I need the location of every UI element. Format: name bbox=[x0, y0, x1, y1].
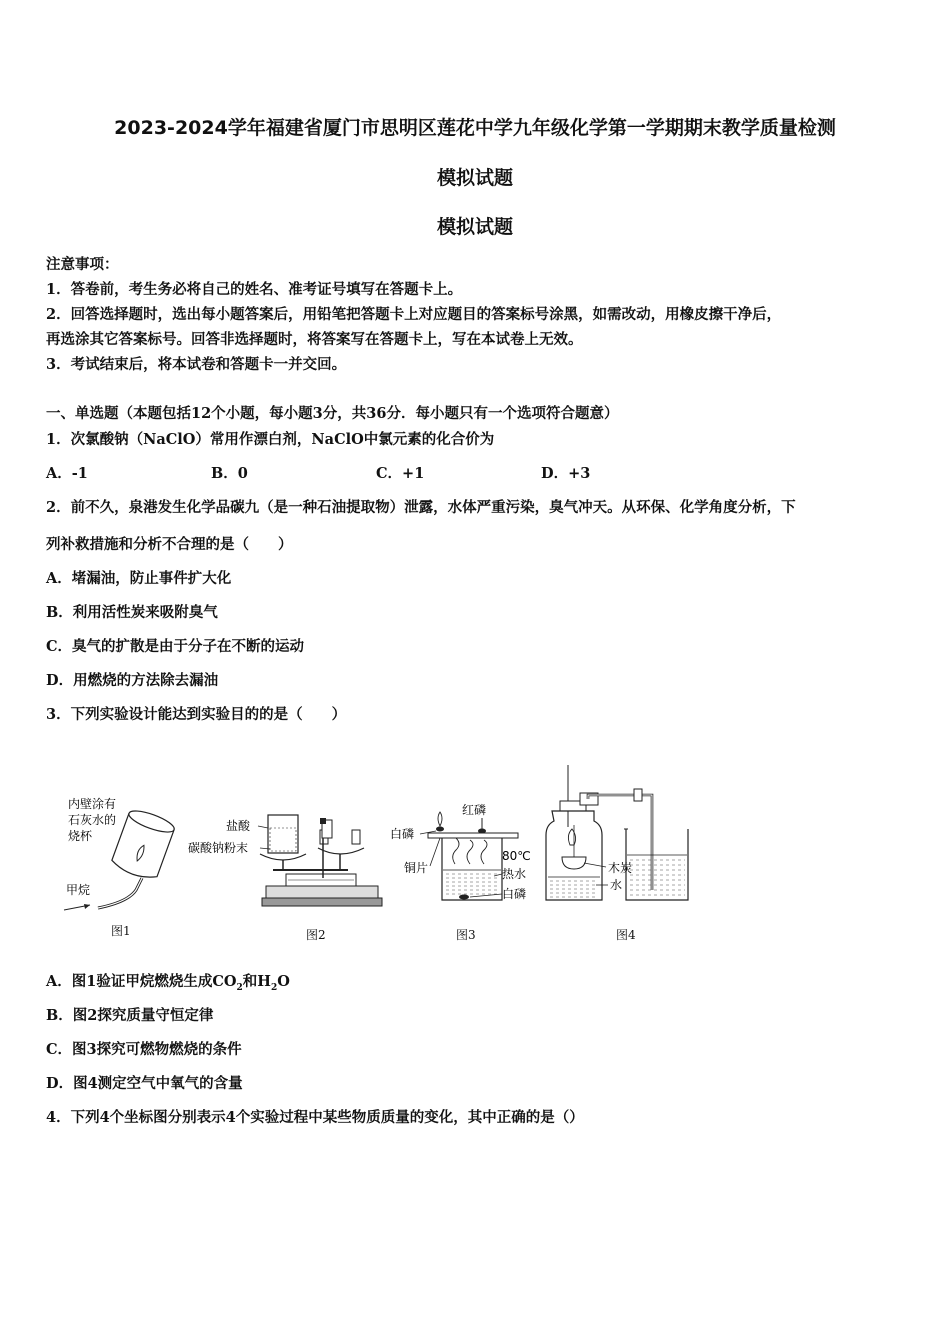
fig3-label-hot: 热水 bbox=[502, 867, 527, 881]
fig3-label-white-top: 白磷 bbox=[390, 827, 415, 841]
figure-2 bbox=[188, 808, 388, 913]
q3-stem: 3．下列实验设计能达到实验目的的是（ ） bbox=[46, 706, 347, 723]
notice-item-2a: 2．回答选择题时，选出每小题答案后，用铅笔把答题卡上对应题目的答案标号涂黑，如需改动，用橡皮擦干净后， bbox=[46, 306, 782, 323]
figure-2-caption: 图2 bbox=[306, 928, 326, 942]
notice-item-1: 1．答卷前，考生务必将自己的姓名、准考证号填写在答题卡上。 bbox=[46, 281, 463, 298]
fig4-label-water: 水 bbox=[610, 878, 623, 892]
q3-option-b: B．图2探究质量守恒定律 bbox=[46, 1007, 214, 1024]
figure-3 bbox=[390, 798, 540, 910]
fig3-label-white-bottom: 白磷 bbox=[502, 887, 527, 901]
q1-option-c: C．+1 bbox=[376, 465, 425, 482]
q3-option-a-post: O bbox=[277, 973, 290, 990]
fig1-label-wall2: 石灰水的 bbox=[68, 813, 117, 827]
figure-2-diagram bbox=[188, 808, 388, 913]
q2-option-b: B．利用活性炭来吸附臭气 bbox=[46, 604, 218, 621]
notice-item-3: 3．考试结束后，将本试卷和答题卡一并交回。 bbox=[46, 356, 347, 373]
q1-option-d: D．+3 bbox=[541, 465, 591, 482]
notice-heading: 注意事项： bbox=[46, 256, 119, 273]
fig3-label-copper: 铜片 bbox=[404, 861, 429, 875]
figure-1-diagram bbox=[58, 790, 188, 920]
fig2-label-powder: 碳酸钠粉末 bbox=[188, 841, 249, 855]
q2-option-a: A．堵漏油，防止事件扩大化 bbox=[46, 570, 232, 587]
fig3-label-red: 红磷 bbox=[462, 803, 487, 817]
q2-stem-line2: 列补救措施和分析不合理的是（ ） bbox=[46, 536, 293, 553]
section-heading: 一、单选题（本题包括12个小题，每小题3分，共36分．每小题只有一个选项符合题意） bbox=[46, 405, 619, 422]
notice-item-2b: 再选涂其它答案标号。回答非选择题时，将答案写在答题卡上，写在本试卷上无效。 bbox=[46, 331, 583, 348]
q2-option-c: C．臭气的扩散是由于分子在不断的运动 bbox=[46, 638, 305, 655]
exam-title-line2: 模拟试题 bbox=[436, 167, 513, 189]
q3-option-a-sub2: 2 bbox=[270, 982, 278, 993]
q3-option-a-sub1: 2 bbox=[236, 982, 243, 993]
figure-4-caption: 图4 bbox=[616, 928, 636, 942]
figure-4-diagram bbox=[540, 765, 700, 910]
figure-3-caption: 图3 bbox=[456, 928, 476, 942]
figure-3-diagram bbox=[390, 798, 540, 910]
fig1-label-gas: 甲烷 bbox=[66, 883, 91, 897]
figure-4 bbox=[540, 765, 700, 910]
q3-option-d: D．图4测定空气中氧气的含量 bbox=[46, 1075, 243, 1092]
fig2-label-acid: 盐酸 bbox=[226, 819, 251, 833]
q1-option-b: B．0 bbox=[211, 465, 248, 482]
figure-1 bbox=[58, 790, 188, 920]
q3-option-a bbox=[46, 970, 290, 993]
fig4-label-charcoal: 木炭 bbox=[608, 861, 633, 875]
fig1-label-wall3: 烧杯 bbox=[68, 829, 93, 843]
exam-title-line1: 2023-2024学年福建省厦门市思明区莲花中学九年级化学第一学期期末教学质量检测 bbox=[114, 117, 836, 139]
fig3-label-temp: 80℃ bbox=[502, 849, 531, 863]
exam-title-line3: 模拟试题 bbox=[436, 216, 513, 238]
q3-option-a-mid: 和H bbox=[242, 973, 271, 990]
q1-stem: 1．次氯酸钠（NaClO）常用作漂白剂，NaClO中氯元素的化合价为 bbox=[46, 431, 495, 448]
q2-stem-line1: 2．前不久，泉港发生化学品碳九（是一种石油提取物）泄露，水体严重污染，臭气冲天。从环保、化学角度分析，下 bbox=[46, 499, 796, 516]
q3-option-a-pre: A．图1验证甲烷燃烧生成CO bbox=[46, 973, 237, 990]
q4-stem: 4．下列4个坐标图分别表示4个实验过程中某些物质质量的变化，其中正确的是（） bbox=[46, 1109, 584, 1126]
q3-option-c: C．图3探究可燃物燃烧的条件 bbox=[46, 1041, 242, 1058]
fig1-label-wall1: 内壁涂有 bbox=[68, 797, 117, 811]
q1-option-a: A．-1 bbox=[46, 465, 88, 482]
figure-1-caption: 图1 bbox=[111, 924, 131, 938]
q2-option-d: D．用燃烧的方法除去漏油 bbox=[46, 672, 219, 689]
